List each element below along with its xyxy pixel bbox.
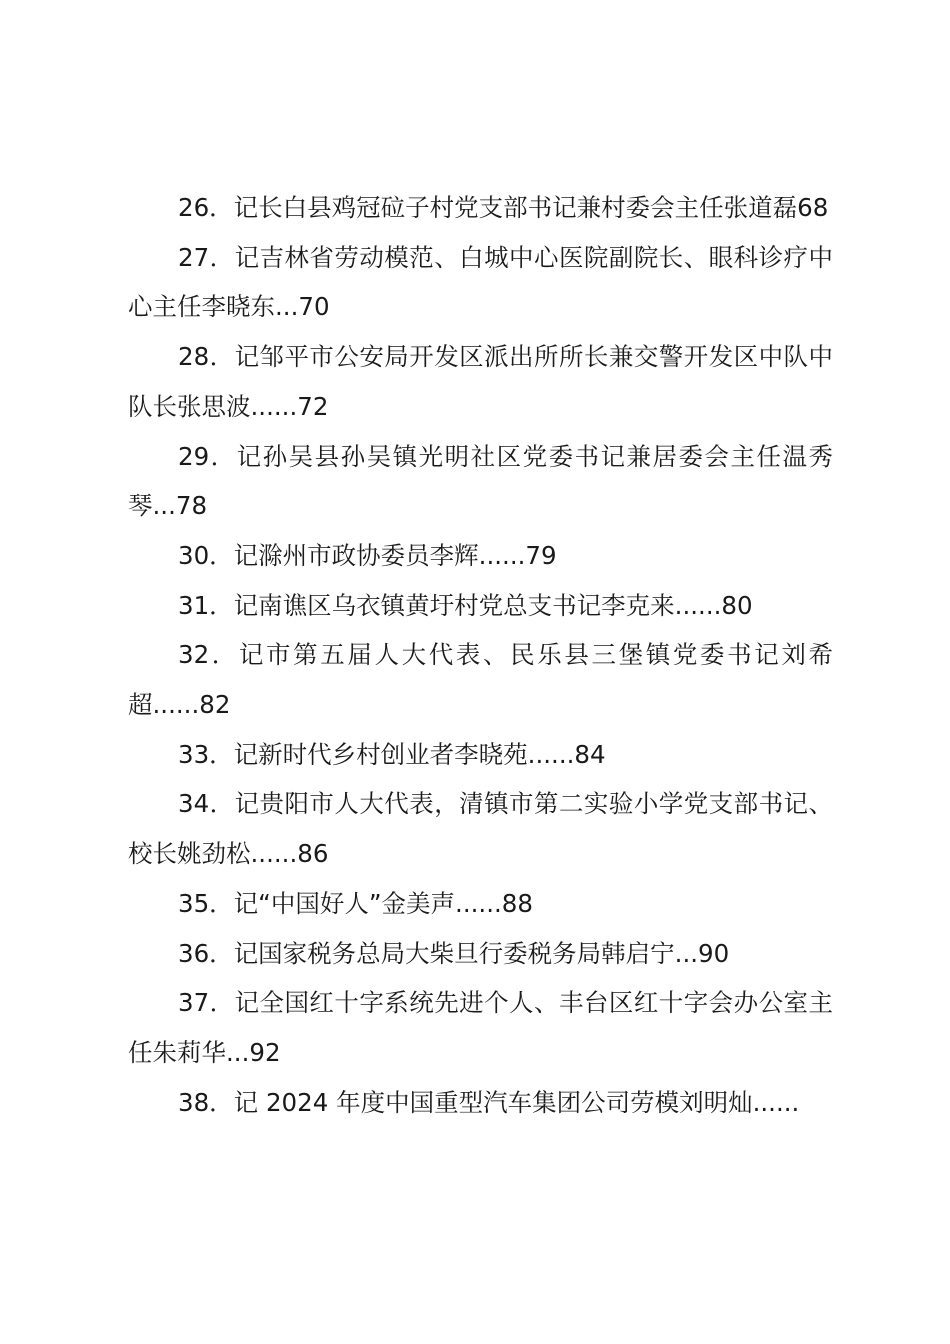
toc-entry-26: 26．记长白县鸡冠砬子村党支部书记兼村委会主任张道磊68 (178, 193, 829, 222)
toc-entry-38: 38．记 2024 年度中国重型汽车集团公司劳模刘明灿...... (178, 1087, 800, 1117)
toc-entry-32: 32．记市第五届人大代表、民乐县三堡镇党委书记刘希超......82 (128, 640, 833, 720)
toc-entry-29: 29．记孙吴县孙吴镇光明社区党委书记兼居委会主任温秀琴...78 (128, 441, 833, 521)
toc-entry-36: 36．记国家税务总局大柴旦行委税务局韩启宁...90 (178, 938, 730, 968)
toc-list (128, 183, 833, 1127)
toc-entry-27: 27．记吉林省劳动模范、白城中心医院副院长、眼科诊疗中心主任李晓东...70 (128, 242, 833, 322)
toc-entry-30: 30．记滁州市政协委员李辉......79 (178, 540, 557, 570)
toc-entry-28: 28．记邹平市公安局开发区派出所所长兼交警开发区中队中队长张思波......72 (128, 342, 833, 421)
toc-entry-33: 33．记新时代乡村创业者李晓苑......84 (178, 739, 606, 769)
toc-entry-31: 31．记南谯区乌衣镇黄圩村党总支书记李克来......80 (178, 590, 753, 620)
toc-entry-37: 37．记全国红十字系统先进个人、丰台区红十字会办公室主任朱莉华...92 (128, 988, 833, 1067)
toc-entry-35: 35．记“中国好人”金美声......88 (178, 888, 533, 918)
toc-entry-34: 34．记贵阳市人大代表，清镇市第二实验小学党支部书记、校长姚劲松......86 (128, 789, 833, 869)
